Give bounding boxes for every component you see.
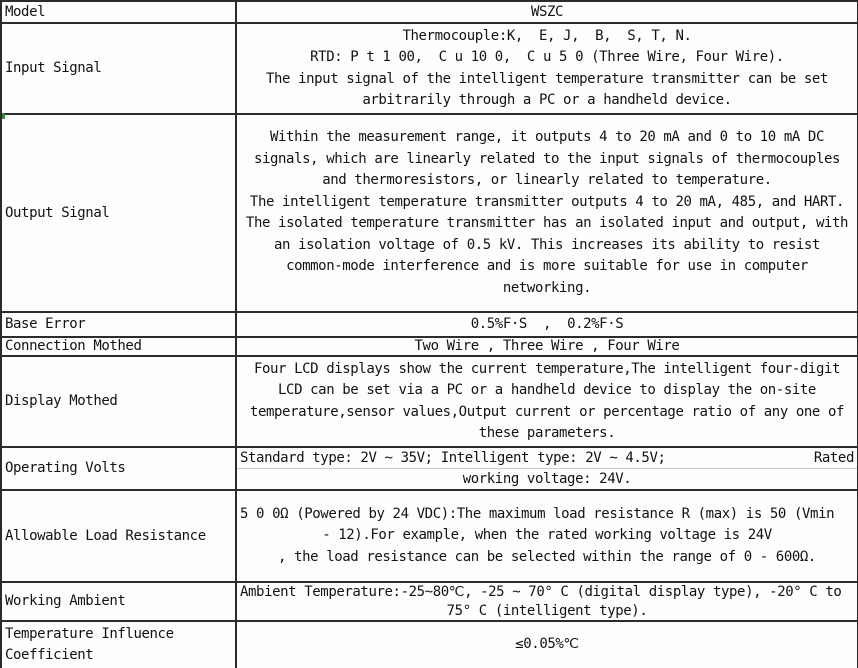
value-line: , the load resistance can be selected within the range of 0 - 600Ω. (278, 548, 816, 565)
value-line: Four LCD displays show the current temperature,The intelligent four-digit (253, 360, 841, 377)
row-label-operating-volts: Operating Volts (2, 448, 237, 489)
row-value-display-mothed (237, 357, 857, 446)
value-line: these parameters. (478, 425, 616, 441)
value-line: The input signal of the intelligent temperature transmitter can be set (265, 70, 828, 87)
row-value-output-signal (237, 115, 857, 311)
row-value-input-signal (237, 24, 857, 113)
row-label-connection-mothed: Connection Mothed (2, 338, 237, 355)
green-pixel-artifact (2, 113, 5, 119)
value-line: 75° C (intelligent type). (446, 602, 648, 619)
row-label-temperature-influence-coefficient: Temperature Influence Coefficient (2, 622, 237, 668)
row-value-connection-mothed (237, 338, 857, 355)
row-label-display-mothed: Display Mothed (2, 357, 237, 446)
value-line: Ambient Temperature:-25~80℃, -25 ~ 70° C (digital display type), -20° C to (240, 584, 842, 600)
row-value-working-ambient (237, 583, 857, 620)
row-value-temperature-influence-coefficient (237, 622, 857, 668)
value-line: Within the measurement range, it outputs 4 to 20 mA and 0 to 10 mA DC (270, 129, 824, 145)
value-line: 5 0 0Ω (Powered by 24 VDC):The maximum load resistance R (max) is 50 (Vmin (240, 505, 835, 522)
value-line: temperature,sensor values,Output current or percentage ratio of any one of (249, 403, 845, 420)
value-line: ≤0.05%℃ (515, 636, 579, 653)
row-model (2, 2, 857, 24)
value-line: arbitrarily through a PC or a handheld device. (362, 92, 732, 108)
value-line (237, 448, 857, 469)
value-line: 0.5%F·S , 0.2%F·S (470, 315, 624, 332)
row-allowable-load-resistance (2, 491, 857, 583)
row-label-output-signal: Output Signal (2, 115, 237, 311)
value-line: The isolated temperature transmitter has an isolated input and output, with (245, 215, 849, 231)
row-label-input-signal: Input Signal (2, 24, 237, 113)
value-line: LCD can be set via a PC or a handheld device to display the on-site (278, 382, 816, 398)
row-input-signal (2, 24, 857, 115)
row-value-allowable-load-resistance (237, 491, 857, 581)
row-value-base-error (237, 313, 857, 336)
value-line: common-mode interference and is more suitable for use in computer (286, 258, 808, 274)
operating-volts-types: Standard type: 2V ~ 35V; Intelligent type: 2V ~ 4.5V; (240, 450, 666, 466)
row-label-base-error: Base Error (2, 313, 237, 336)
row-temperature-influence-coefficient (2, 622, 857, 668)
row-working-ambient (2, 583, 857, 622)
row-value-operating-volts (237, 448, 857, 489)
value-line: Thermocouple:K, E, J, B, S, T, N. (402, 27, 692, 44)
row-output-signal (2, 115, 857, 313)
row-label-allowable-load-resistance: Allowable Load Resistance (2, 491, 237, 581)
row-connection-mothed (2, 338, 857, 357)
value-line: The intelligent temperature transmitter outputs 4 to 20 mA, 485, and HART. (249, 193, 845, 210)
value-line: an isolation voltage of 0.5 kV. This increases its ability to resist (274, 236, 820, 253)
value-line: and thermoresistors, or linearly related to temperature. (322, 172, 772, 188)
value-line: RTD: P t 1 00, C u 10 0, C u 5 0 (Three Wire, Four Wire). (310, 49, 784, 65)
value-line: working voltage: 24V. (462, 471, 632, 487)
value-line: WSZC (530, 3, 564, 20)
row-operating-volts (2, 448, 857, 491)
row-value-model (237, 2, 857, 22)
operating-volts-rated-word: Rated (813, 450, 854, 466)
value-line: - 12).For example, when the rated working voltage is 24V (322, 527, 772, 544)
row-base-error (2, 313, 857, 338)
row-display-mothed (2, 357, 857, 448)
row-label-working-ambient: Working Ambient (2, 583, 237, 620)
value-line: signals, which are linearly related to the input signals of thermocouples (253, 150, 841, 167)
row-label-model: Model (2, 2, 237, 22)
value-line: Two Wire , Three Wire , Four Wire (414, 338, 680, 354)
value-line: networking. (502, 279, 592, 296)
